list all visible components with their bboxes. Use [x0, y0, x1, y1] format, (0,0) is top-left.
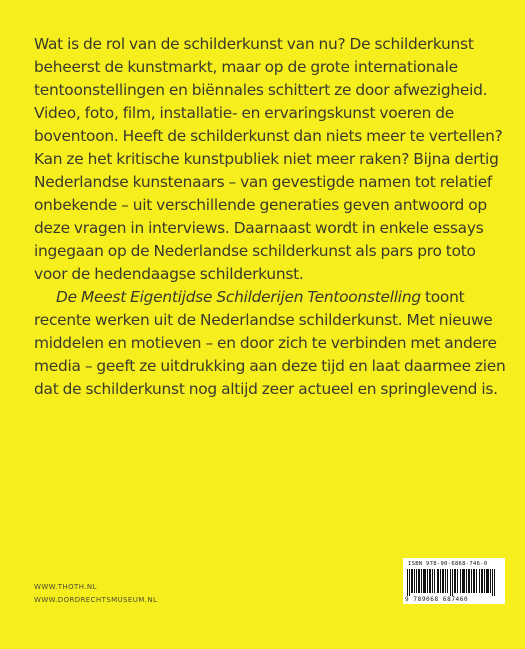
text-line: Video, foto, film, installatie- en ervaringskunst voeren de — [34, 104, 455, 122]
text-line: media – geeft ze uitdrukking aan deze tijd en laat daarmee zien — [34, 357, 506, 375]
text-line: recente werken uit de Nederlandse schilderkunst. Met nieuwe — [34, 311, 493, 329]
barcode-digits: 9 789068 687460 — [405, 596, 469, 603]
exhibition-title: De Meest Eigentijdse Schilderijen Tentoonstelling — [56, 288, 421, 306]
text-line: Nederlandse kunstenaars – van gevestigde namen tot relatief — [34, 173, 493, 191]
barcode — [403, 558, 505, 604]
barcode-bars — [407, 569, 501, 596]
text-line — [34, 286, 504, 309]
back-cover-text — [34, 33, 504, 401]
text-line: onbekende – uit verschillende generaties geven antwoord op — [34, 196, 487, 214]
text-line: ingegaan op de Nederlandse schilderkunst als pars pro toto — [34, 242, 476, 260]
text-line: Kan ze het kritische kunstpubliek niet meer raken? Bijna dertig — [34, 150, 499, 168]
paragraph-1 — [34, 33, 504, 286]
museum-link[interactable]: WWW.DORDRECHTSMUSEUM.NL — [34, 596, 158, 604]
isbn-label: ISBN 978-90-6868-746-0 — [408, 561, 488, 567]
paragraph-2 — [34, 286, 504, 401]
text-line: boventoon. Heeft de schilderkunst dan niets meer te vertellen? — [34, 127, 503, 145]
text-line: Wat is de rol van de schilderkunst van nu? De schilderkunst — [34, 35, 474, 53]
text-line: middelen en motieven – en door zich te verbinden met andere — [34, 334, 497, 352]
text-line: beheerst de kunstmarkt, maar op de grote internationale — [34, 58, 458, 76]
footer-links — [34, 581, 157, 607]
text-fragment: toont — [420, 288, 465, 306]
text-line: dat de schilderkunst nog altijd zeer actueel en springlevend is. — [34, 380, 498, 398]
thoth-link[interactable]: WWW.THOTH.NL — [34, 583, 97, 591]
text-line: tentoonstellingen en biënnales schittert ze door afwezigheid. — [34, 81, 488, 99]
text-line: deze vragen in interviews. Daarnaast wordt in enkele essays — [34, 219, 484, 237]
text-line: voor de hedendaagse schilderkunst. — [34, 265, 304, 283]
